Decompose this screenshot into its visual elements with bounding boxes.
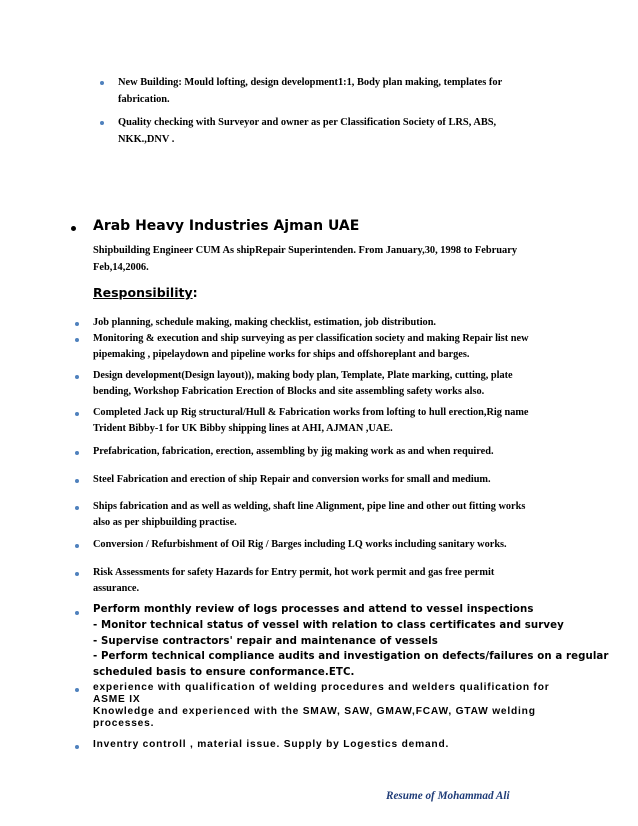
role-line-1: Shipbuilding Engineer CUM As shipRepair Superintenden. From January,30, 1998 to February [93,245,518,256]
item-6-line-1: Steel Fabrication and erection of ship Repair and conversion works for small and medium. [93,474,491,485]
company-bullet-dot [71,226,76,231]
item-2-line-2: pipemaking , pipelaydown and pipeline works for ships and offshoreplant and barges. [93,349,470,360]
responsibility-heading [93,285,198,300]
bullet-dot [75,544,79,548]
company-name: Arab Heavy Industries Ajman UAE [93,218,360,234]
bullet-dot [75,572,79,576]
item-1-line-1: Job planning, schedule making, making checklist, estimation, job distribution. [93,317,437,328]
bullet-dot [75,322,79,326]
item-10-line-1: Perform monthly review of logs processes and attend to vessel inspections [93,604,534,615]
item-9-line-2: assurance. [93,583,140,594]
item-3-line-2: bending, Workshop Fabrication Erection of Blocks and site assembling safety works also. [93,386,485,397]
item-7-line-1: Ships fabrication and as well as welding, shaft line Alignment, pipe line and other out fitting works [93,501,526,512]
top-bullet-2-line-1: Quality checking with Surveyor and owner as per Classification Society of LRS, ABS, [118,117,497,128]
bullet-dot [75,338,79,342]
top-bullet-1-line-1: New Building: Mould lofting, design development1:1, Body plan making, templates for [118,77,503,88]
item-3-line-1: Design development(Design layout)), making body plan, Template, Plate marking, cutting, plate [93,370,513,381]
top-bullet-1-line-2: fabrication. [118,94,170,105]
item-10-line-5: scheduled basis to ensure conformance.ETC. [93,667,355,678]
responsibility-label: Responsibility [93,285,193,300]
role-line-2: Feb,14,2006. [93,262,149,273]
bullet-dot [75,745,79,749]
item-12-line-1: Inventry controll , material issue. Supply by Logestics demand. [93,739,450,750]
bullet-dot [75,506,79,510]
item-4-line-2: Trident Bibby-1 for UK Bibby shipping lines at AHI, AJMAN ,UAE. [93,423,393,434]
bullet-dot [75,479,79,483]
bullet-dot [100,81,104,85]
item-4-line-1: Completed Jack up Rig structural/Hull & Fabrication works from lofting to hull erection,Rig name [93,407,529,418]
item-11-line-3: Knowledge and experienced with the SMAW, SAW, GMAW,FCAW, GTAW welding [93,706,536,717]
bullet-dot [100,121,104,125]
bullet-dot [75,688,79,692]
top-bullet-2-line-2: NKK.,DNV . [118,134,175,145]
bullet-dot [75,375,79,379]
item-10-line-2: - Monitor technical status of vessel with relation to class certificates and survey [93,620,564,631]
item-8-line-1: Conversion / Refurbishment of Oil Rig / Barges including LQ works including sanitary works. [93,539,507,550]
item-11-line-2: ASME IX [93,694,141,705]
item-11-line-1: experience with qualification of welding procedures and welders qualification for [93,682,550,693]
item-7-line-2: also as per shipbuilding practise. [93,517,237,528]
item-10-line-3: - Supervise contractors' repair and maintenance of vessels [93,636,438,647]
item-2-line-1: Monitoring & execution and ship surveying as per classification society and making Repair list new [93,333,529,344]
item-10-line-4: - Perform technical compliance audits and investigation on defects/failures on a regular [93,651,609,662]
responsibility-colon: : [192,285,198,300]
item-11-line-4: processes. [93,718,155,729]
bullet-dot [75,451,79,455]
page-footer: Resume of Mohammad Ali [386,790,510,802]
item-9-line-1: Risk Assessments for safety Hazards for Entry permit, hot work permit and gas free permit [93,567,495,578]
bullet-dot [75,412,79,416]
item-5-line-1: Prefabrication, fabrication, erection, assembling by jig making work as and when required. [93,446,494,457]
bullet-dot [75,611,79,615]
